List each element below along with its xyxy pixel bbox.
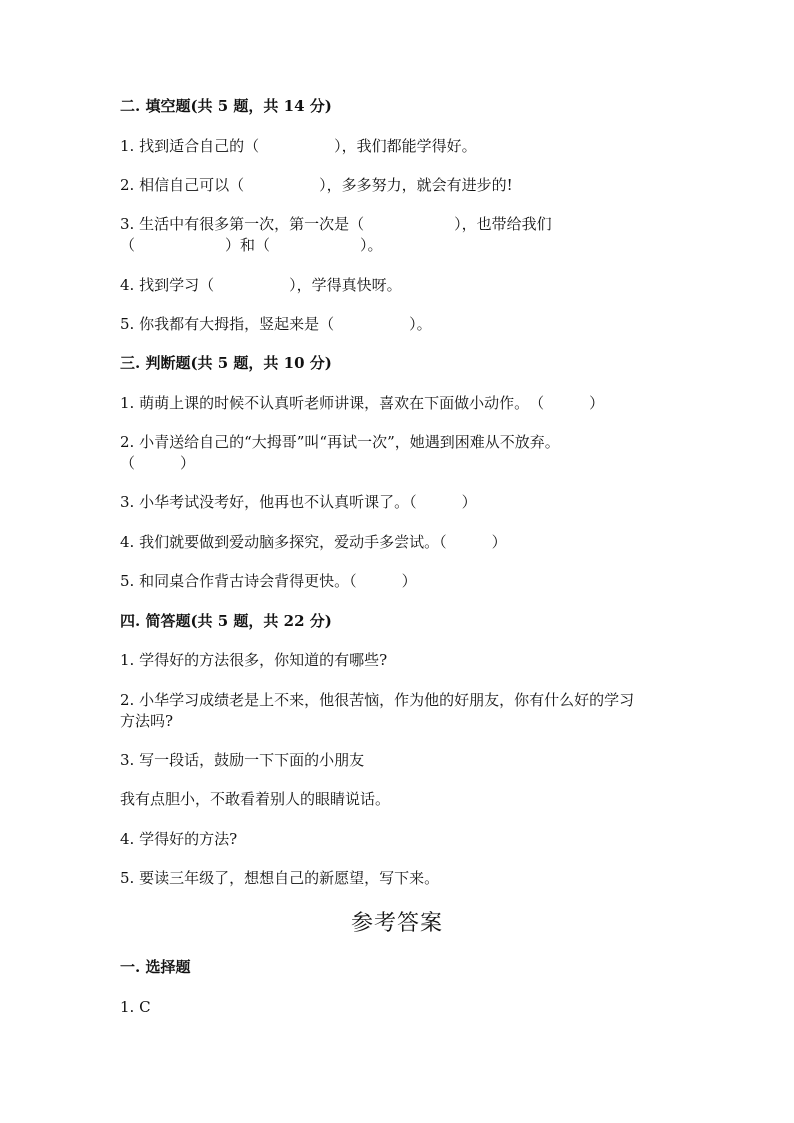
fill-blank-q3-line2: （ ）和（ ）。: [120, 236, 383, 254]
true-false-q2-line2: （ ）: [120, 454, 196, 472]
true-false-q1: 1. 萌萌上课的时候不认真听老师讲课，喜欢在下面做小动作。 （ ）: [120, 394, 605, 412]
section-title-fill-blank: 二. 填空题(共 5 题，共 14 分): [120, 97, 332, 115]
fill-blank-q5: 5. 你我都有大拇指，竖起来是（ ）。: [120, 315, 432, 333]
answer-item-1: 1. C: [120, 998, 151, 1016]
fill-blank-q3-line1: 3. 生活中有很多第一次，第一次是（ ），也带给我们: [120, 215, 552, 233]
answer-section-title: 一. 选择题: [120, 958, 191, 976]
short-answer-q1: 1. 学得好的方法很多，你知道的有哪些?: [120, 651, 388, 669]
fill-blank-q4: 4. 找到学习（ ），学得真快呀。: [120, 276, 402, 294]
short-answer-q5: 5. 要读三年级了，想想自己的新愿望，写下来。: [120, 869, 440, 887]
section-title-short-answer: 四. 简答题(共 5 题，共 22 分): [120, 612, 332, 630]
true-false-q2-line1: 2. 小青送给自己的“大拇哥”叫“再试一次”，她遇到困难从不放弃。: [120, 433, 560, 451]
fill-blank-q2: 2. 相信自己可以（ ），多多努力，就会有进步的!: [120, 176, 513, 194]
true-false-q5: 5. 和同桌合作背古诗会背得更快。（ ）: [120, 572, 417, 590]
short-answer-q3-line2: 我有点胆小，不敢看着别人的眼睛说话。: [120, 790, 391, 808]
true-false-q3: 3. 小华考试没考好，他再也不认真听课了。（ ）: [120, 493, 477, 511]
fill-blank-q1: 1. 找到适合自己的（ ），我们都能学得好。: [120, 137, 477, 155]
short-answer-q4: 4. 学得好的方法?: [120, 830, 238, 848]
true-false-q4: 4. 我们就要做到爱动脑多探究，爱动手多尝试。（ ）: [120, 533, 507, 551]
short-answer-q3-line1: 3. 写一段话，鼓励一下下面的小朋友: [120, 751, 365, 769]
short-answer-q2-line2: 方法吗?: [120, 712, 174, 730]
answer-key-title: 参考答案: [350, 911, 443, 936]
short-answer-q2-line1: 2. 小华学习成绩老是上不来，他很苦恼，作为他的好朋友，你有什么好的学习: [120, 691, 635, 709]
section-title-true-false: 三. 判断题(共 5 题，共 10 分): [120, 354, 332, 372]
